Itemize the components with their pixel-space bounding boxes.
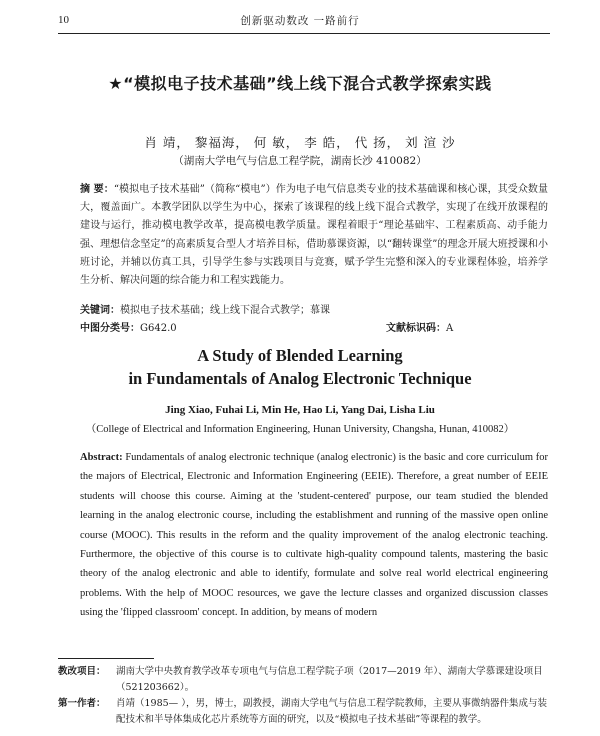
- class-number-value: G642.0: [140, 323, 177, 334]
- keywords-text: 模拟电子技术基础；线上线下混合式教学；慕课: [120, 305, 330, 316]
- english-abstract-label: Abstract:: [80, 452, 123, 463]
- english-abstract-text: Fundamentals of analog electronic technique (analog electronic) is the basic and core curriculum for the majors of Electrical, Electronic and Information Engineering (EEIE). Therefore, a great number of EEIE students will choose this course. Aiming at the 'student-centered' purpose, our team studied the blended learning in the analog electronic course, including the establishment and running of the massive open online course (MOOC). This results in the reform and the quality improvement of the analog electronic teaching. Furthermore, the objective of this course is to cultivate high-quality compound talents, mastering the basic theory of the analog electronic and able to identify, formulate and solve real world electrical engineering problems. With the help of MOOC resources, we gave the lecture classes and organized discussion classes using the 'flipped classroom' concept. In addition, by means of modern: [80, 452, 548, 619]
- chinese-abstract: [80, 181, 548, 290]
- document-code: [386, 320, 453, 338]
- footnote-label: 第一作者：: [58, 698, 106, 709]
- class-number-label: 中图分类号：: [80, 323, 140, 334]
- keywords-label: 关键词：: [80, 305, 120, 316]
- footnote-first-author: [58, 696, 550, 728]
- journal-name: 创新驱动数改 一路前行: [240, 15, 360, 27]
- footnote-label: 教改项目：: [58, 666, 106, 677]
- chinese-affiliation: （湖南大学电气与信息工程学院，湖南长沙 410082）: [173, 155, 427, 167]
- document-code-value: A: [446, 323, 454, 334]
- running-header: [0, 0, 600, 40]
- english-authors: Jing Xiao, Fuhai Li, Min He, Hao Li, Yang Dai, Lisha Liu: [165, 404, 435, 416]
- chinese-keywords: [80, 302, 548, 320]
- footnote-funding: [58, 664, 550, 696]
- chinese-abstract-text: “模拟电子技术基础”（简称“模电”）作为电子电气信息类专业的技术基础课和核心课，其受众数量大，覆盖面广。本教学团队以学生为中心，探索了该课程的线上线下混合式教学，实现了在线开放课程的建设与运行，推动模电教学改革，提高模电教学质量。课程着眼于“理论基础牢、工程素质高、动手能力强、理想信念坚定”的高素质复合型人才培养目标，借助慕课资源，以“翻转课堂”的理念开展大班授课和小班讨论，并辅以仿真工具，引导学生参与实践项目与竞赛，赋予学生完整和深入的专业课程体验，培养学生分析、解决问题的综合能力和工程实践能力。: [80, 184, 549, 287]
- chinese-title: ★“模拟电子技术基础”线上线下混合式教学探索实践: [108, 74, 492, 93]
- english-abstract: [80, 448, 548, 623]
- chinese-abstract-label: 摘 要：: [80, 184, 114, 195]
- english-title-line-1: A Study of Blended Learning: [197, 346, 403, 365]
- english-title-line-2: in Fundamentals of Analog Electronic Technique: [128, 369, 472, 388]
- header-rule: [58, 33, 550, 34]
- footnotes: [58, 664, 550, 728]
- footnote-rule: [58, 658, 154, 659]
- chinese-authors: 肖 靖， 黎福海， 何 敏， 李 皓， 代 扬， 刘 渲 沙: [144, 135, 456, 150]
- classification-line: [80, 320, 548, 338]
- footnote-text: 湖南大学中央教育教学改革专项电气与信息工程学院子项（2017—2019 年）、湖南大学慕课建设项目（521203662）。: [116, 666, 543, 693]
- english-title: [0, 344, 600, 390]
- english-affiliation: （College of Electrical and Information Engineering, Hunan University, Changsha, Hunan, 410082）: [85, 424, 515, 435]
- page-number: 10: [58, 14, 69, 26]
- document-code-label: 文献标识码：: [386, 323, 446, 334]
- footnote-text: 肖靖（1985— ），男，博士，副教授，湖南大学电气与信息工程学院教师，主要从事微纳器件集成与装配技术和半导体集成化芯片系统等方面的研究，以及“模拟电子技术基础”等课程的教学。: [116, 698, 547, 725]
